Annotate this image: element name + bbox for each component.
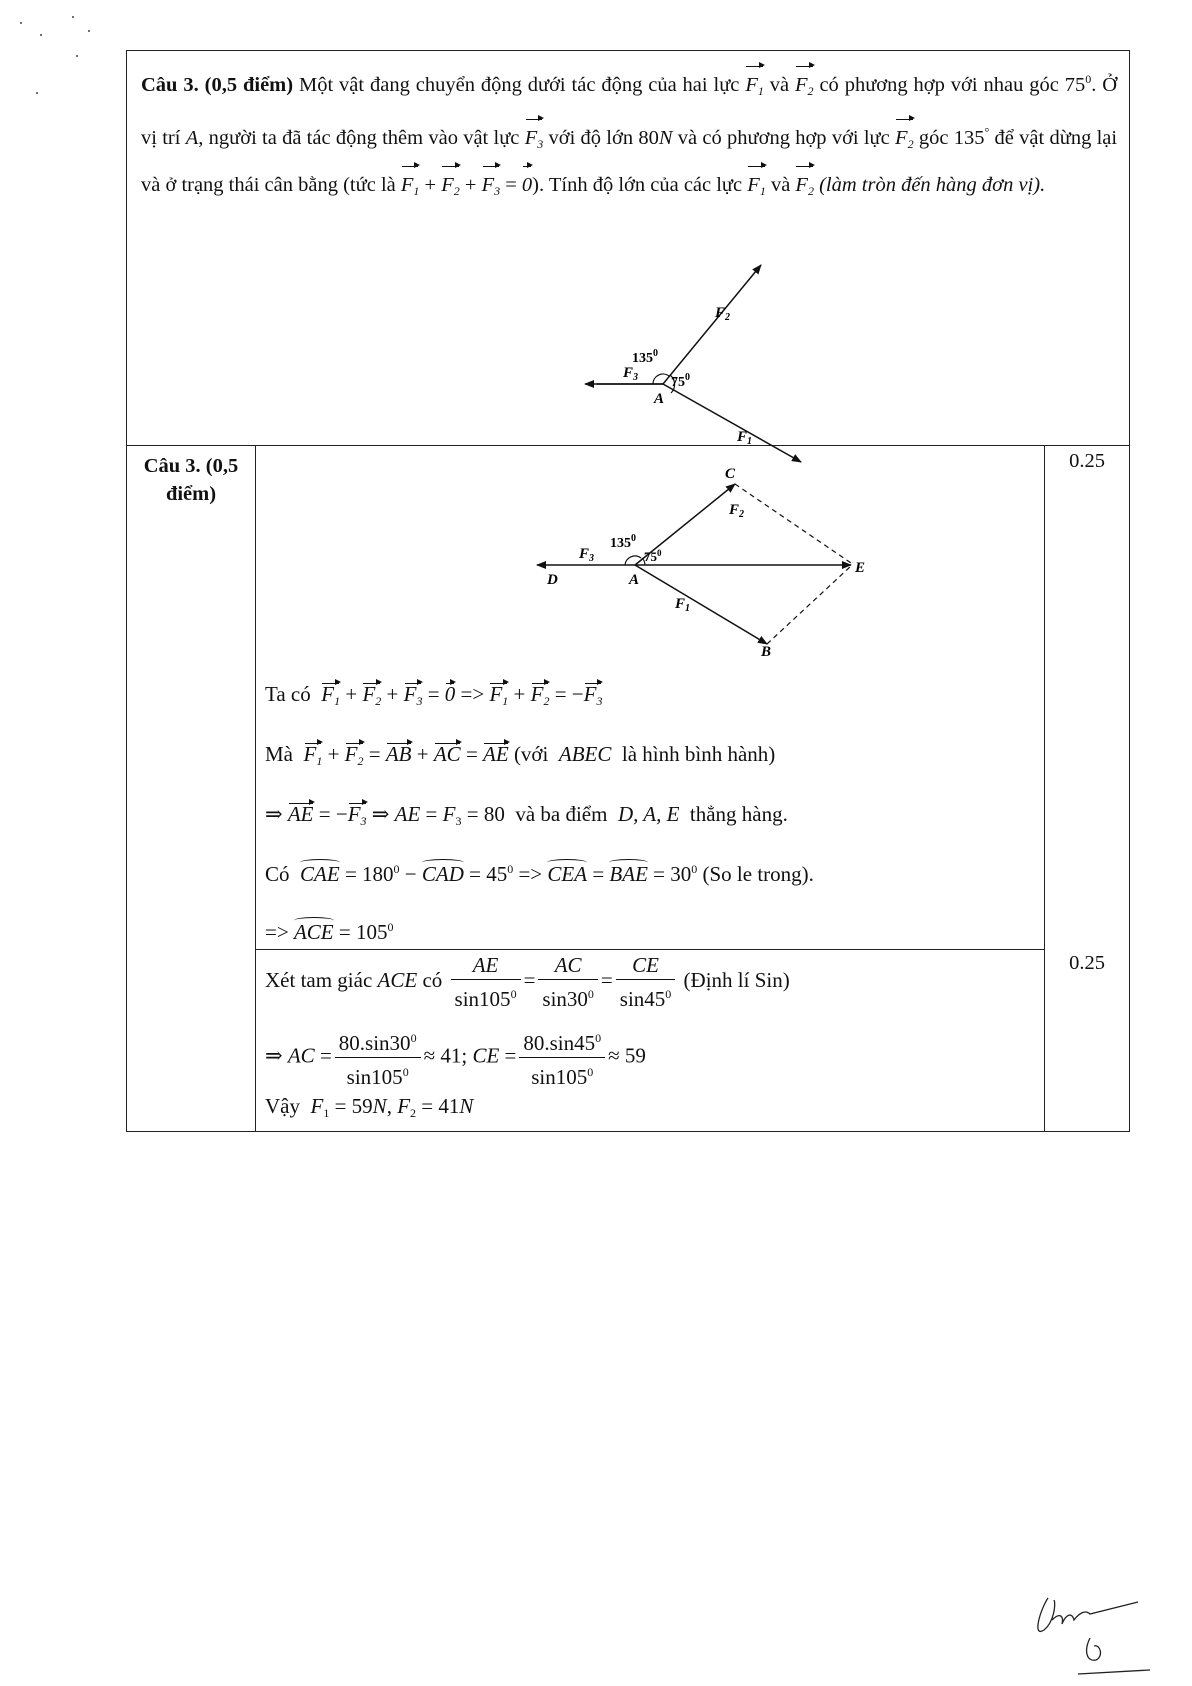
force-diagram	[457, 251, 857, 447]
label-F3: $F_3$	[623, 365, 639, 383]
label-E: E	[855, 560, 866, 576]
question-sentence: góc	[918, 127, 949, 149]
question-box	[126, 50, 1130, 446]
solution-line-3: ⇒ AE = $-F_3$ ⇒ AE = $F_3 = 80$ và ba điểm D, A, E thẳng hàng.	[265, 802, 788, 828]
scan-speck	[36, 92, 38, 94]
vector-F1: $F_1$	[745, 65, 764, 112]
vector-F1: $F_1$	[747, 165, 766, 212]
question-text	[141, 59, 1117, 212]
label-A: A	[654, 391, 665, 407]
BE-dashed	[767, 566, 851, 644]
label-75: $75^0$	[644, 548, 662, 564]
row-divider	[255, 949, 1045, 950]
scan-speck	[76, 55, 78, 57]
scan-speck	[88, 30, 90, 32]
solution-line-2: Mà $F_1 + F_2$ = AB + AC = AE (với ABEC là hình bình hành)	[265, 742, 776, 768]
solution-line-7: ⇒ AC = $\frac{80.\sin 30^0}{\sin 105^0}$ ≈ 41; CE = $\frac{80.\sin 45^0}{\sin 105^0}$ ≈ 59	[265, 1026, 646, 1089]
solution-line-6: Xét tam giác ACE có $\frac{AE}{\sin 105^0}$ = $\frac{AC}{\sin 30^0}$ = $\frac{CE}{\sin 45^0}$ (Định lí Sin)	[265, 953, 790, 1011]
solution-line-1: Ta có $F_1 + F_2 + F_3 = 0 => F_1 + F_2 = -F_3$	[265, 682, 603, 708]
question-sentence: để vật dừng lại và ở trạng thái cân bằng (tức là	[141, 127, 1118, 196]
signature	[1030, 1590, 1180, 1680]
vector-F3: $F_3$	[525, 118, 544, 165]
solution-line-4: Có CAE = $180^0$ − CAD = $45^0$ => CEA = BAE = $30^0$ (So le trong).	[265, 862, 814, 886]
parallelogram-diagram	[427, 454, 867, 660]
vector-F2: $F_2$	[795, 65, 814, 112]
label-F1: $F_1$	[675, 596, 691, 614]
question-sentence: , người ta đã tác động thêm vào vật lực	[198, 127, 520, 149]
question-sentence: và có phương hợp với lực	[677, 127, 890, 149]
label-A: A	[629, 572, 640, 588]
vector-F2: $F_2$	[895, 118, 914, 165]
conjunction: và	[769, 74, 790, 96]
column-divider	[1044, 446, 1045, 1131]
question-sentence: có phương hợp với nhau góc	[819, 74, 1059, 96]
scan-speck	[40, 34, 42, 36]
label-F2: $F_2$	[715, 305, 731, 323]
label-135: $135^0$	[632, 348, 658, 366]
score-2: 0.25	[1069, 952, 1105, 974]
F1-arrow	[635, 565, 767, 644]
label-135: $135^0$	[610, 533, 636, 551]
unit: N	[658, 127, 673, 149]
solution-line-8: Vậy $F_1 = 59N$, $F_2 = 41N$	[265, 1094, 474, 1120]
CE-dashed	[735, 484, 851, 563]
solution-label: Câu 3. (0,5 điểm)	[143, 455, 239, 505]
scan-speck	[20, 22, 22, 24]
question-sentence: ). Tính độ lớn của các lực	[532, 174, 743, 196]
question-label: Câu 3. (0,5 điểm)	[141, 74, 294, 96]
label-F2: $F_2$	[729, 502, 745, 520]
F2-arrow	[663, 265, 761, 384]
conjunction: và	[770, 174, 791, 196]
point-A: A	[185, 127, 199, 149]
question-sentence: Một vật đang chuyển động dưới tác động của hai lực	[298, 74, 740, 96]
solution-table	[126, 446, 1130, 1132]
vector-F2: $F_2$	[795, 165, 814, 212]
question-sentence: . Ở vị trí	[141, 74, 1118, 149]
angle-135-arc	[625, 556, 641, 565]
question-sentence: với độ lớn	[548, 127, 634, 149]
column-divider	[255, 446, 256, 1131]
angle-75: $75^0$	[1064, 72, 1092, 96]
solution-line-5: => ACE = $105^0$	[265, 920, 394, 944]
label-B: B	[761, 644, 772, 660]
score-1: 0.25	[1069, 450, 1105, 472]
label-D: D	[547, 572, 558, 588]
label-75: $75^0$	[671, 372, 690, 390]
label-F3: $F_3$	[579, 546, 595, 564]
label-F1: $F_1$	[737, 429, 753, 447]
equilibrium-equation: $F_1 + F_2 + F_3 = 0$	[401, 174, 532, 196]
angle-135: 135°	[953, 125, 990, 149]
force-magnitude: 80	[638, 127, 659, 149]
F3-arrow	[797, 254, 803, 262]
rounding-note: (làm tròn đến hàng đơn vị).	[819, 174, 1046, 196]
scan-speck	[72, 16, 74, 18]
label-C: C	[725, 466, 736, 482]
